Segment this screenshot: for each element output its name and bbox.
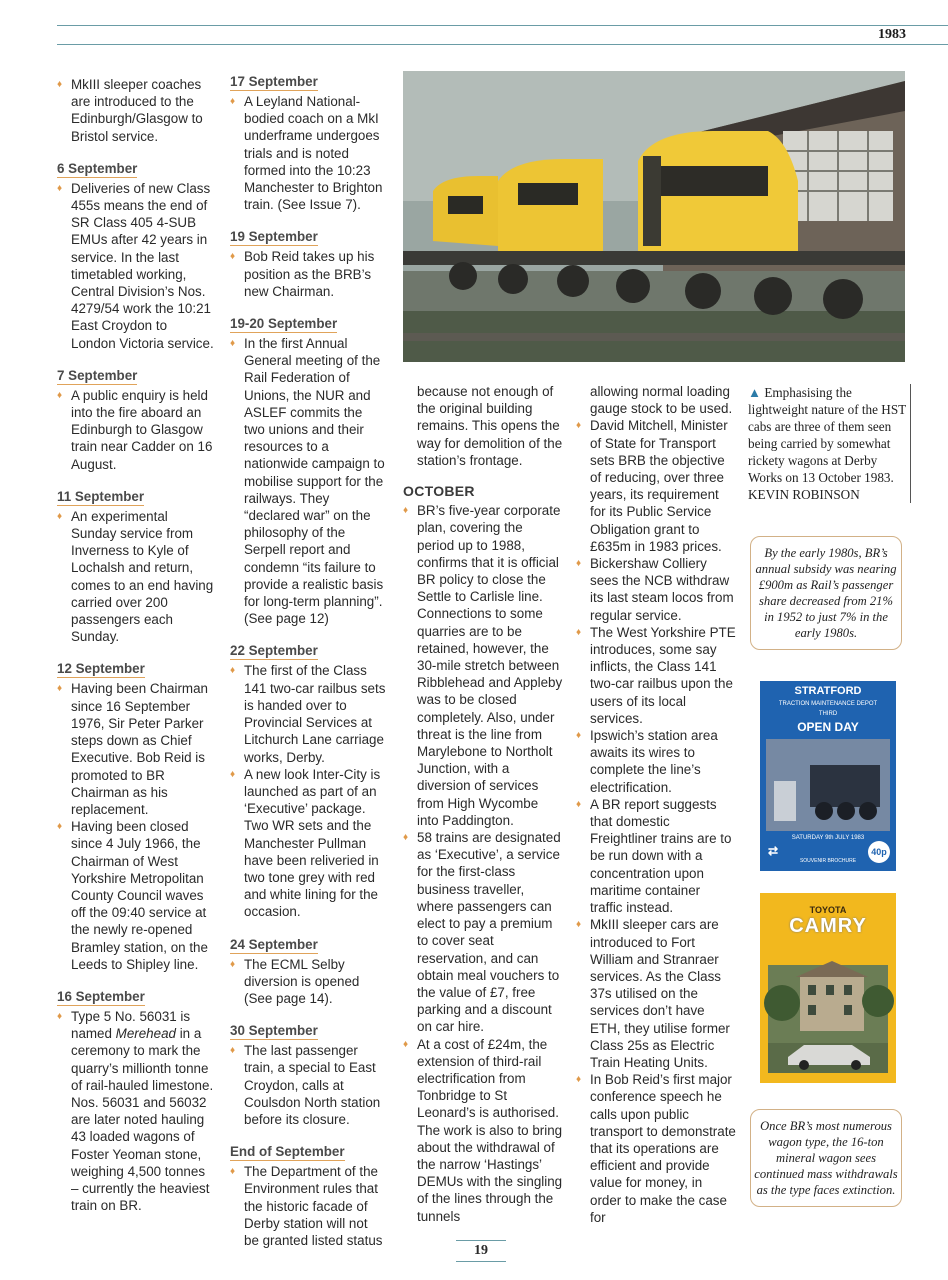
poster-title: STRATFORD [794, 685, 862, 697]
list-item: ♦ David Mitchell, Minister of State for Transport sets BRB the objective of reducing, over three years, its requirement for its Public Service Obligation grant to £635m in 1983 prices. [576, 417, 736, 555]
list-item: ♦ A public enquiry is held into the fire aboard an Edinburgh to Glasgow train near Cadder on 16 August. [57, 387, 215, 473]
column-4 [576, 383, 736, 1226]
list-item-continued: because not enough of the original building remains. This opens the way for demolition of the station’s frontage. [417, 384, 563, 468]
column-2 [230, 73, 386, 1249]
list-item: ♦ BR’s five-year corporate plan, covering the period up to 1988, confirms that it is official BR policy to close the Settle to Carlisle line. Connections to some quarries are to be retained, however, the 30-mile stretch between Ribblehead and Appleby was to be closed completely. Also, under threat is the line from Marylebone to Northolt Junction, with a diversion of services from High Wycombe into Paddington. [403, 502, 563, 829]
poster-third: THIRD [818, 711, 838, 717]
list-item: ♦ The ECML Selby diversion is opened (See page 14). [230, 956, 386, 1008]
poster-event: OPEN DAY [797, 720, 859, 734]
list-item: ♦ A new look Inter-City is launched as part of an ‘Executive’ package. Two WR sets and the Manchester Pullman have been reliveried in two tone grey with red and white lining for the occasion. [230, 766, 386, 921]
date-heading: 11 September [57, 488, 145, 504]
date-heading: 7 September [57, 367, 138, 383]
stratford-open-day-poster [760, 681, 896, 871]
date-heading: 16 September [57, 988, 145, 1004]
date-heading: 19 September [230, 229, 318, 245]
brochure-model: CAMRY [789, 915, 867, 937]
list-item: ♦ A Leyland National-bodied coach on a MkI underframe undergoes trials and is noted formed into the 10:23 Manchester to Brighton train. (See Issue 7). [230, 93, 386, 213]
fact-box-mineral-wagon: Once BR’s most numerous wagon type, the 16-ton mineral wagon sees continued mass withdrawals as the type faces extinction. [750, 1109, 902, 1207]
photo-caption: ▲ Emphasising the lightweight nature of the HST cabs are three of them seen being carried by somewhat rickety wagons at Derby Works on 13 October 1983. KEVIN ROBINSON [748, 384, 911, 503]
date-heading: 19-20 September [230, 316, 338, 332]
list-item: ♦ MkIII sleeper cars are introduced to Fort William and Stranraer services. As the Class 37s utilised on the services don’t have ETH, they utilise former Class 25s as Electric Train Heating Units. [576, 916, 736, 1071]
poster-souvenir: SOUVENIR BROCHURE [799, 858, 857, 864]
poster-price: 40p [868, 841, 890, 863]
brochure-brand: TOYOTA [809, 905, 847, 915]
date-heading: 17 September [230, 74, 318, 89]
month-heading: OCTOBER [403, 483, 475, 500]
page-number: 19 [456, 1240, 506, 1262]
toyota-camry-brochure [760, 893, 896, 1083]
list-item: ♦ In the first Annual General meeting of the Rail Federation of Unions, the NUR and ASLEF commits the two unions and their resources to a nationwide campaign to mobilise support for the railways. They “declared war” on the philosophy of the Serpell report and condemn “its failure to provide a realistic basis for long-term planning”. (See page 12) [230, 335, 386, 627]
list-item: ♦ The Department of the Environment rules that the historic facade of Derby station will not be granted listed status [230, 1163, 386, 1249]
list-item: ♦ At a cost of £24m, the extension of third-rail electrification from Tonbridge to St Leonard’s is authorised. The work is also to bring about the withdrawal of the narrow ‘Hastings’ DEMUs with the singling of the lines through the tunnels [403, 1036, 563, 1225]
list-item: ♦ An experimental Sunday service from Inverness to Kyle of Lochalsh and return, comes to an end having carried over 200 passengers each Sunday. [57, 508, 215, 646]
date-heading: 12 September [57, 661, 145, 677]
list-item: ♦ Bob Reid takes up his position as the BRB’s new Chairman. [230, 248, 386, 300]
date-heading: 6 September [57, 160, 138, 176]
hst-cabs-photo [403, 71, 905, 362]
list-item: ♦ Having been closed since 4 July 1966, the Chairman of West Yorkshire Metropolitan County Council waves off the 09:40 service at the newly re-opened Bramley station, on the Leeds to Shipley line. [57, 818, 215, 973]
list-item: ♦ Bickershaw Colliery sees the NCB withdraw its last steam locos from regular service. [576, 555, 736, 624]
column-3 [403, 383, 563, 1225]
list-item: ♦ MkIII sleeper coaches are introduced to the Edinburgh/Glasgow to Bristol service. [57, 76, 215, 145]
page-year: 1983 [878, 27, 906, 42]
list-item-continued: allowing normal loading gauge stock to be used. [590, 384, 733, 417]
date-heading: 22 September [230, 643, 318, 659]
list-item: ♦ Ipswich’s station area awaits its wires to complete the line’s electrification. [576, 727, 736, 796]
date-heading: End of September [230, 1144, 345, 1160]
triangle-up-icon: ▲ [748, 385, 762, 400]
list-item: ♦ Type 5 No. 56031 is named Merehead in a ceremony to mark the quarry’s millionth tonne of rail-hauled limestone. Nos. 56031 and 56032 are later noted hauling 43 loaded wagons of Foster Yeoman stone, weighing 4,500 tonnes – currently the heaviest train on BR. [57, 1008, 215, 1214]
hst-cabs-illustration [403, 71, 905, 362]
poster-date: SATURDAY 9th JULY 1983 [791, 835, 865, 841]
column-1 [57, 76, 215, 1214]
list-item: ♦ Having been Chairman since 16 September 1976, Sir Peter Parker steps down as Chief Executive. Bob Reid is promoted to BR Chairman as his replacement. [57, 680, 215, 818]
date-heading: 30 September [230, 1023, 318, 1039]
list-item: ♦ The first of the Class 141 two-car railbus sets is handed over to Provincial Services at Litchurch Lane carriage works, Derby. [230, 662, 386, 765]
list-item: ♦ The last passenger train, a special to East Croydon, calls at Coulsdon North station before its closure. [230, 1042, 386, 1128]
poster-subtitle: TRACTION MAINTENANCE DEPOT [778, 701, 878, 707]
list-item: ♦ 58 trains are designated as ‘Executive’, a service for the first-class business traveller, where passengers can elect to pay a premium to cover seat reservation, and can obtain meal vouchers to the value of £7, free parking and a discount on car hire. [403, 829, 563, 1035]
date-heading: 24 September [230, 936, 318, 952]
header-rule-bottom [57, 44, 948, 45]
list-item: ♦ In Bob Reid’s first major conference speech he calls upon public transport to demonstrate that its operations are efficient and provide value for money, in order to make the case for [576, 1071, 736, 1226]
list-item: ♦ Deliveries of new Class 455s means the end of SR Class 405 4-SUB EMUs after 42 years in service. In the last timetabled working, Central Division’s Nos. 4279/54 work the 10:21 East Croydon to London Victoria service. [57, 180, 215, 352]
br-logo-icon: ⇄ [768, 844, 779, 858]
list-item: ♦ A BR report suggests that domestic Freightliner trains are to be run down with a concentration upon maritime container traffic instead. [576, 796, 736, 916]
fact-box-subsidy: By the early 1980s, BR’s annual subsidy was nearing £900m as Rail’s passenger share decreased from 21% in 1952 to just 7% in the early 1980s. [750, 536, 902, 650]
list-item: ♦ The West Yorkshire PTE introduces, some say inflicts, the Class 141 two-car railbus upon the users of its local services. [576, 624, 736, 727]
header-rule-top [57, 25, 948, 26]
